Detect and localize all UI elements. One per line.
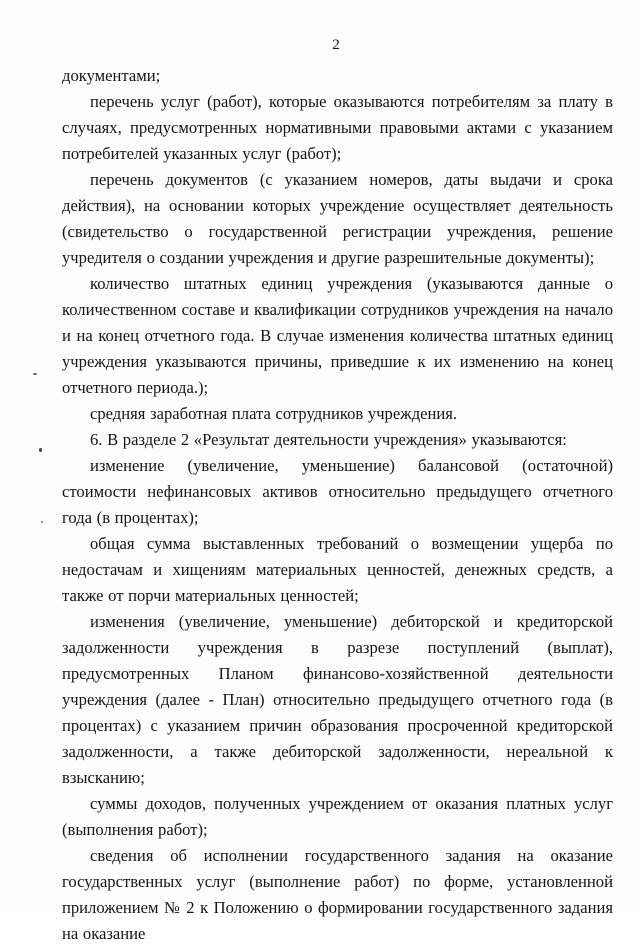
paragraph: количество штатных единиц учреждения (указываются данные о количественном составе и квалификации сотрудников учреждения на начало и на конец отчетного года. В случае изменения количества штатных единиц учреждения указываются причины, приведшие к их изменению на конец отчетного периода.); [62,274,613,397]
paragraph: суммы доходов, полученных учреждением от оказания платных услуг (выполнения работ); [62,794,613,839]
paragraph: перечень услуг (работ), которые оказываются потребителям за плату в случаях, предусмотренных нормативными правовыми актами с указанием потребителей указанных услуг (работ); [62,92,613,163]
scan-speck [33,373,37,375]
paragraph: документами; [62,66,161,85]
paragraph: общая сумма выставленных требований о возмещении ущерба по недостачам и хищениям материальных ценностей, денежных средств, а также от порчи материальных ценностей; [62,534,613,605]
paragraph: изменение (увеличение, уменьшение) балансовой (остаточной) стоимости нефинансовых активов относительно предыдущего отчетного года (в процентах); [62,456,613,527]
document-body [62,63,613,947]
section-heading-paragraph: 6. В разделе 2 «Результат деятельности учреждения» указываются: [90,430,567,449]
scan-speck [41,521,43,523]
paragraph: средняя заработная плата сотрудников учреждения. [90,404,458,423]
paragraph: сведения об исполнении государственного задания на оказание государственных услуг (выполнение работ) по форме, установленной приложением № 2 к Положению о формировании государственного задания на оказание [62,846,613,943]
scan-speck [39,448,42,452]
paragraph: перечень документов (с указанием номеров, даты выдачи и срока действия), на основании которых учреждение осуществляет деятельность (свидетельство о государственной регистрации учреждения, решение учредителя о создании учреждения и другие разрешительные документы); [62,170,613,267]
page-number: 2 [332,37,340,53]
paragraph: изменения (увеличение, уменьшение) дебиторской и кредиторской задолженности учреждения в разрезе поступлений (выплат), предусмотренных Планом финансово-хозяйственной деятельности учреждения (далее - План) относительно предыдущего отчетного года (в процентах) с указанием причин образования просроченной кредиторской задолженности, а также дебиторской задолженности, нереальной к взысканию; [62,612,613,787]
